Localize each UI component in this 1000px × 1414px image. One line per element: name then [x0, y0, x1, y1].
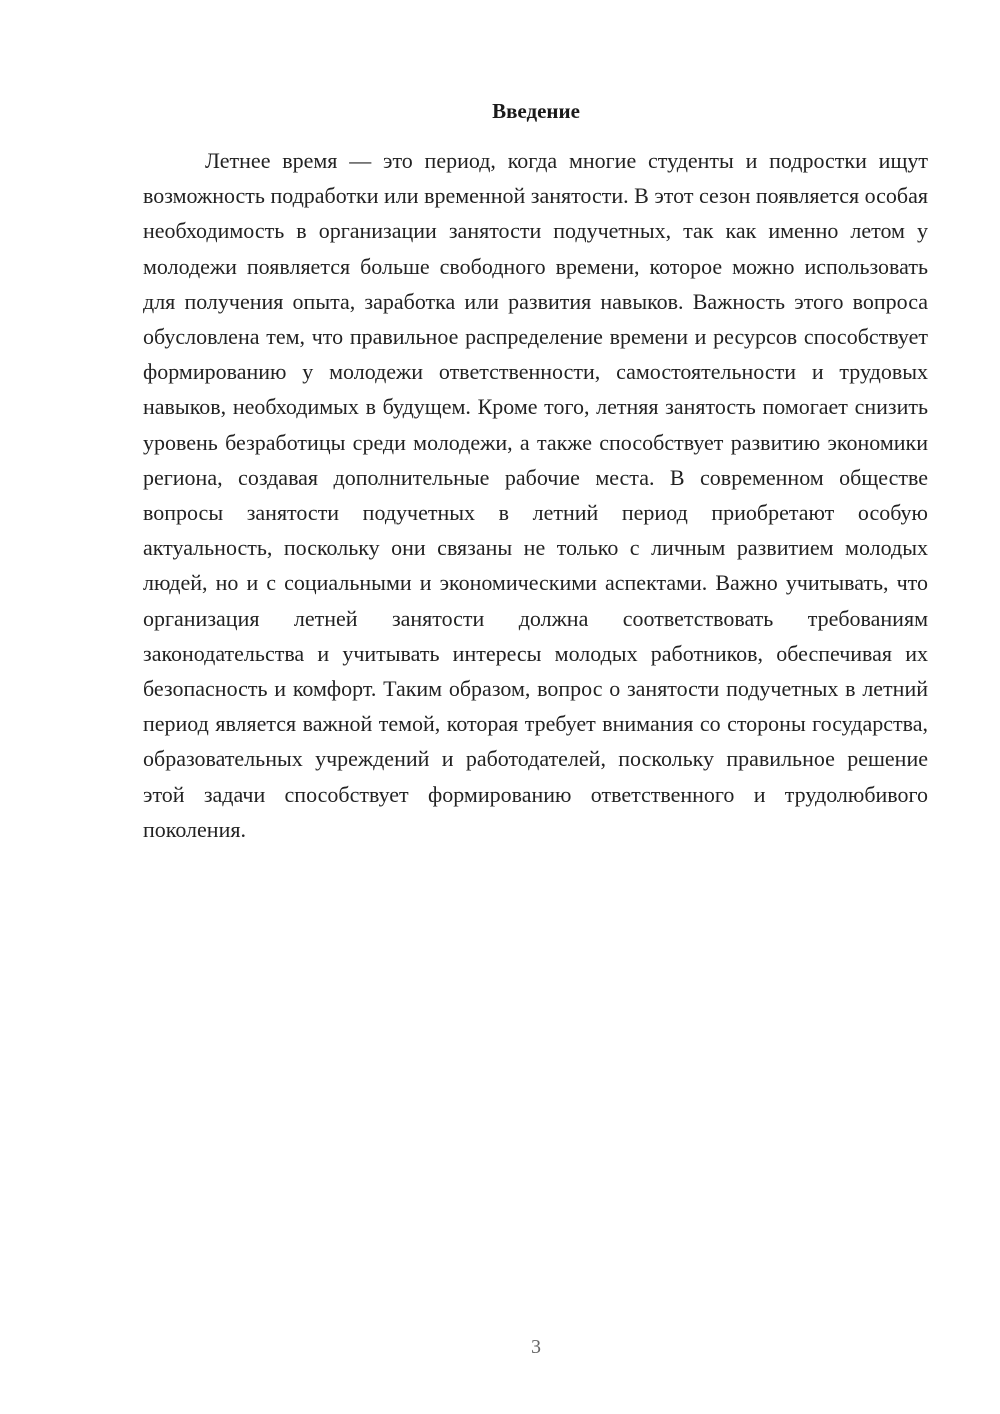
page-number: 3	[531, 1336, 541, 1358]
section-heading: Введение	[492, 99, 580, 123]
body-paragraph: Летнее время — это период, когда многие студенты и подростки ищут возможность подработки или временной занятости. В этот сезон появляется особая необходимость в организации занятости подучетных, так как именно летом у молодежи появляется больше свободного времени, которое можно использовать для получения опыта, заработка или развития навыков. Важность этого вопроса обусловлена тем, что правильное распределение времени и ресурсов способствует формированию у молодежи ответственности, самостоятельности и трудовых навыков, необходимых в будущем. Кроме того, летняя занятость помогает снизить уровень безработицы среди молодежи, а также способствует развитию экономики региона, создавая дополнительные рабочие места. В современном обществе вопросы занятости подучетных в летний период приобретают особую актуальность, поскольку они связаны не только с личным развитием молодых людей, но и с социальными и экономическими аспектами. Важно учитывать, что организация летней занятости должна соответствовать требованиям законодательства и учитывать интересы молодых работников, обеспечивая их безопасность и комфорт. Таким образом, вопрос о занятости подучетных в летний период является важной темой, которая требует внимания со стороны государства, образовательных учреждений и работодателей, поскольку правильное решение этой задачи способствует формированию ответственного и трудолюбивого поколения.	[143, 148, 928, 842]
